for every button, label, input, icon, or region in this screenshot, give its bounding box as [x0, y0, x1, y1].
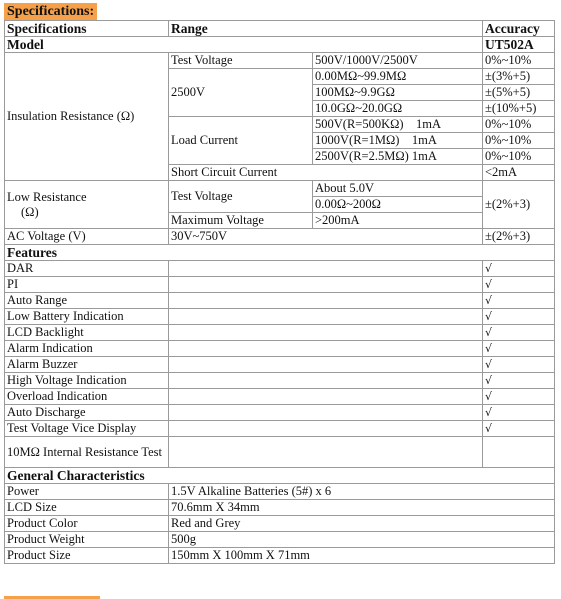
table-header-row — [5, 21, 555, 37]
feature-name: Test Voltage Vice Display — [5, 421, 169, 437]
check-icon: √ — [483, 277, 555, 293]
feature-name: 10MΩ Internal Resistance Test — [5, 437, 169, 468]
low-resistance-label-line2: (Ω) — [21, 204, 39, 219]
feature-name: Alarm Buzzer — [5, 357, 169, 373]
table-row — [5, 389, 555, 405]
model-row — [5, 37, 555, 53]
header-range: Range — [169, 21, 483, 37]
table-row — [5, 53, 555, 69]
feature-name: Overload Indication — [5, 389, 169, 405]
low-resistance-test-voltage-label: Test Voltage — [169, 181, 313, 213]
feature-name: PI — [5, 277, 169, 293]
table-row — [5, 277, 555, 293]
feature-name: DAR — [5, 261, 169, 277]
check-icon: √ — [483, 389, 555, 405]
short-circuit-label: Short Circuit Current — [169, 165, 483, 181]
load-current-accuracy: 0%~10% — [483, 133, 555, 149]
general-value: Red and Grey — [169, 516, 555, 532]
general-value: 70.6mm X 34mm — [169, 500, 555, 516]
general-header-row — [5, 468, 555, 484]
general-value: 150mm X 100mm X 71mm — [169, 548, 555, 564]
insulation-test-voltage-accuracy: 0%~10% — [483, 53, 555, 69]
load-current-range: 500V(R=500KΩ) 1mA — [313, 117, 483, 133]
load-current-range: 2500V(R=2.5MΩ) 1mA — [313, 149, 483, 165]
check-icon: √ — [483, 309, 555, 325]
table-row — [5, 484, 555, 500]
ac-voltage-accuracy: ±(2%+3) — [483, 229, 555, 245]
check-icon: √ — [483, 293, 555, 309]
table-row — [5, 516, 555, 532]
check-icon: √ — [483, 421, 555, 437]
check-icon: √ — [483, 261, 555, 277]
section-title — [4, 3, 97, 20]
check-icon: √ — [483, 373, 555, 389]
general-name: Product Weight — [5, 532, 169, 548]
max-voltage-label: Maximum Voltage — [169, 213, 313, 229]
table-row — [5, 421, 555, 437]
model-label: Model — [5, 37, 483, 53]
feature-name: Alarm Indication — [5, 341, 169, 357]
table-row — [5, 548, 555, 564]
check-icon: √ — [483, 405, 555, 421]
feature-name: Low Battery Indication — [5, 309, 169, 325]
feature-check-empty — [483, 437, 555, 468]
check-icon: √ — [483, 341, 555, 357]
table-row — [5, 357, 555, 373]
load-current-accuracy: 0%~10% — [483, 149, 555, 165]
section-title-text: Specifications: — [7, 4, 95, 19]
table-row — [5, 373, 555, 389]
table-row — [5, 437, 555, 468]
ac-voltage-label: AC Voltage (V) — [5, 229, 169, 245]
table-row — [5, 293, 555, 309]
low-resistance-label-line1: Low Resistance — [7, 189, 87, 204]
features-label: Features — [5, 245, 555, 261]
check-icon: √ — [483, 357, 555, 373]
table-row — [5, 181, 555, 197]
v2500-range: 100MΩ~9.9GΩ — [313, 85, 483, 101]
general-name: Power — [5, 484, 169, 500]
table-row — [5, 532, 555, 548]
table-row — [5, 325, 555, 341]
general-label: General Characteristics — [5, 468, 555, 484]
table-row — [5, 229, 555, 245]
table-row — [5, 405, 555, 421]
max-voltage-range: >200mA — [313, 213, 483, 229]
features-header-row — [5, 245, 555, 261]
v2500-accuracy: ±(3%+5) — [483, 69, 555, 85]
specifications-table — [4, 20, 555, 564]
check-icon: √ — [483, 325, 555, 341]
table-row — [5, 500, 555, 516]
low-resistance-test-voltage-row1: About 5.0V — [313, 181, 483, 197]
general-value: 1.5V Alkaline Batteries (5#) x 6 — [169, 484, 555, 500]
low-resistance-test-voltage-row2: 0.00Ω~200Ω — [313, 197, 483, 213]
table-row — [5, 309, 555, 325]
table-row — [5, 261, 555, 277]
load-current-accuracy: 0%~10% — [483, 117, 555, 133]
general-name: Product Color — [5, 516, 169, 532]
v2500-range: 10.0GΩ~20.0GΩ — [313, 101, 483, 117]
general-name: LCD Size — [5, 500, 169, 516]
v2500-accuracy: ±(10%+5) — [483, 101, 555, 117]
v2500-accuracy: ±(5%+5) — [483, 85, 555, 101]
short-circuit-accuracy: <2mA — [483, 165, 555, 181]
insulation-test-voltage-label: Test Voltage — [169, 53, 313, 69]
header-specifications: Specifications — [5, 21, 169, 37]
general-value: 500g — [169, 532, 555, 548]
feature-name: Auto Discharge — [5, 405, 169, 421]
insulation-test-voltage-range: 500V/1000V/2500V — [313, 53, 483, 69]
load-current-range: 1000V(R=1MΩ) 1mA — [313, 133, 483, 149]
general-name: Product Size — [5, 548, 169, 564]
feature-name: Auto Range — [5, 293, 169, 309]
ac-voltage-range: 30V~750V — [169, 229, 483, 245]
v2500-range: 0.00MΩ~99.9MΩ — [313, 69, 483, 85]
v2500-label: 2500V — [169, 69, 313, 117]
insulation-label: Insulation Resistance (Ω) — [5, 53, 169, 181]
model-value: UT502A — [483, 37, 555, 53]
low-resistance-accuracy: ±(2%+3) — [483, 181, 555, 229]
feature-name: High Voltage Indication — [5, 373, 169, 389]
low-resistance-label — [5, 181, 169, 229]
load-current-label: Load Current — [169, 117, 313, 165]
feature-name: LCD Backlight — [5, 325, 169, 341]
table-row — [5, 341, 555, 357]
header-accuracy: Accuracy — [483, 21, 555, 37]
